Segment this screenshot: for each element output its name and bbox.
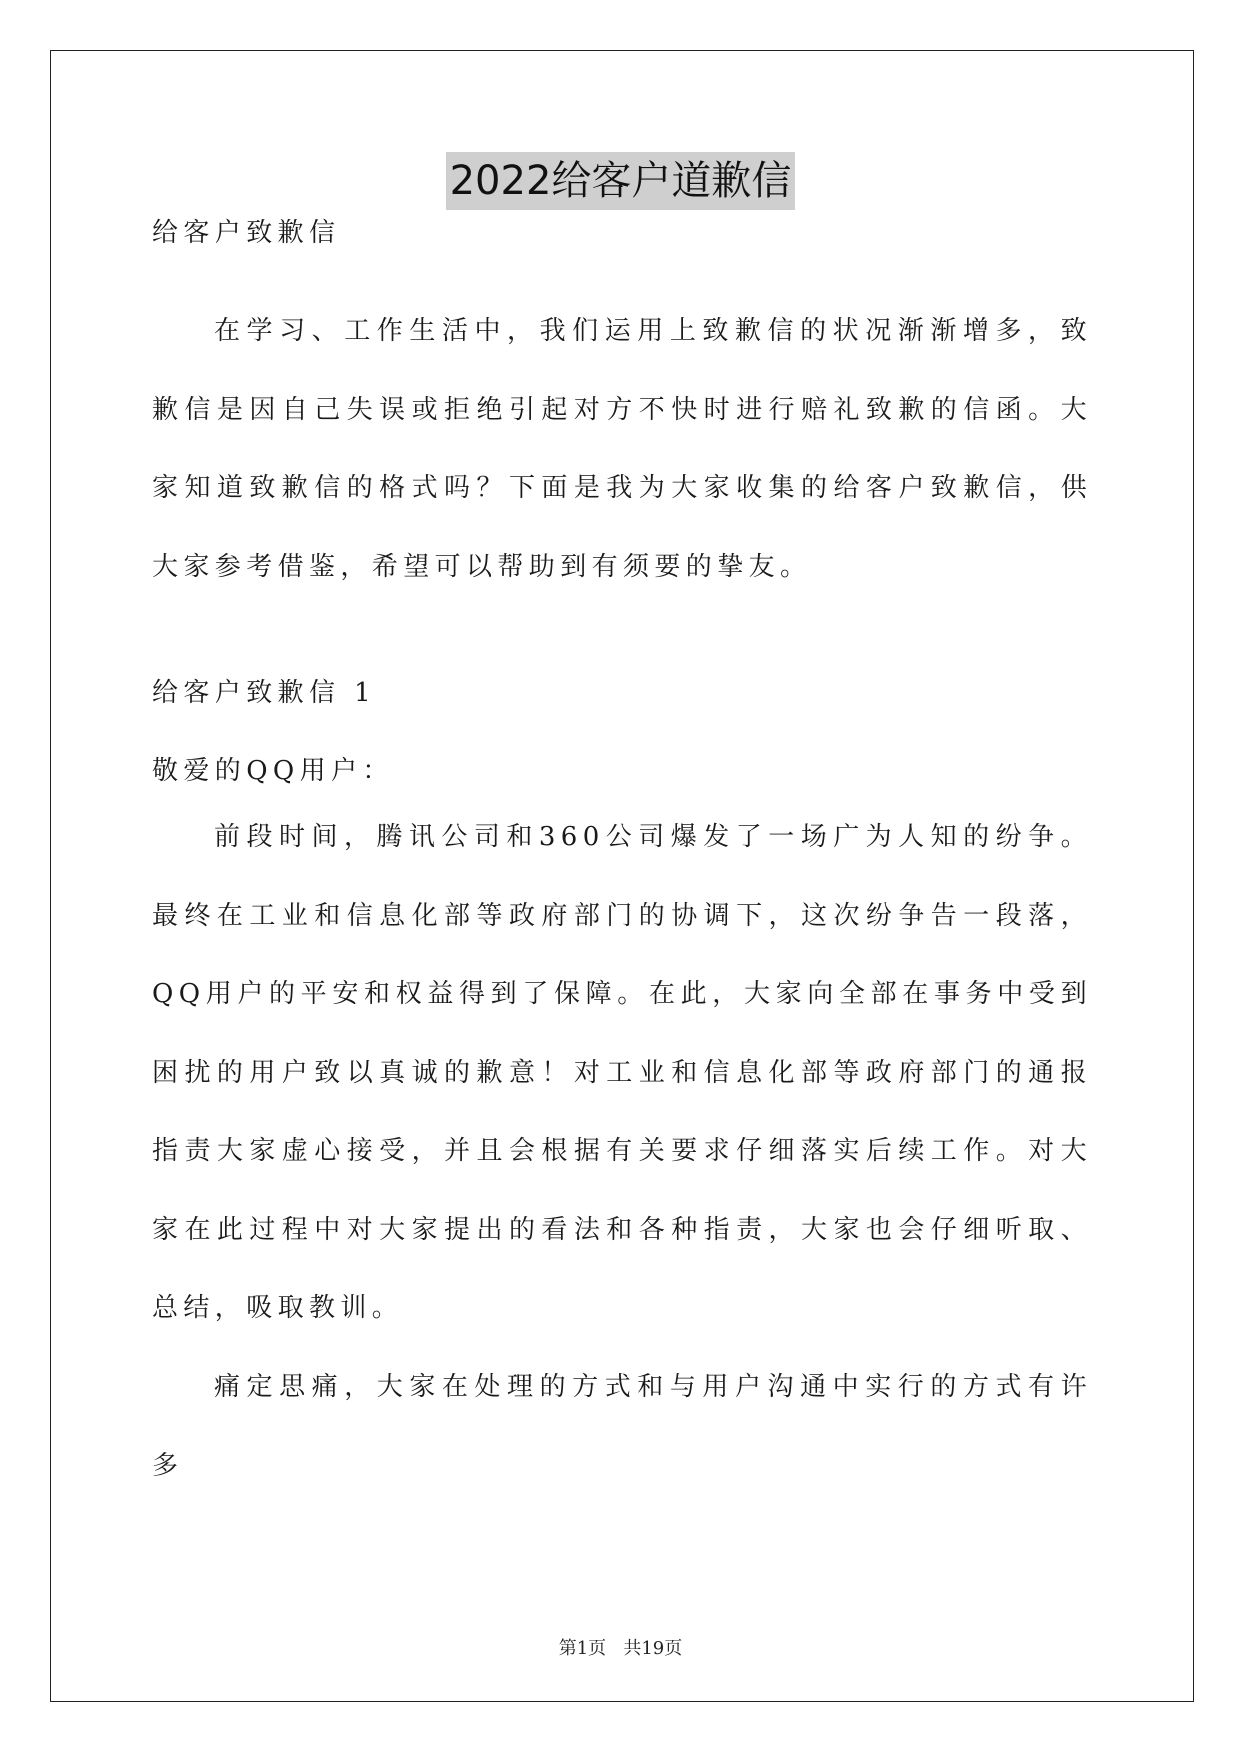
body-paragraph-2: 痛定思痛，大家在处理的方式和与用户沟通中实行的方式有许多	[152, 1372, 1092, 1481]
subtitle: 给客户致歉信	[152, 218, 341, 248]
page-footer: 第1页 共19页	[558, 1638, 683, 1659]
intro-paragraph: 在学习、工作生活中，我们运用上致歉信的状况渐渐增多，致歉信是因自己失误或拒绝引起对方不快时进行赔礼致歉的信函。大家知道致歉信的格式吗？下面是我为大家收集的给客户致歉信，供大家参考借鉴，希望可以帮助到有须要的挚友。	[152, 316, 1092, 582]
title-container	[0, 152, 1241, 210]
document-title: 2022给客户道歉信	[446, 152, 796, 210]
body-paragraph-1: 前段时间，腾讯公司和360公司爆发了一场广为人知的纷争。最终在工业和信息化部等政府部门的协调下，这次纷争告一段落，QQ用户的平安和权益得到了保障。在此，大家向全部在事务中受到困扰的用户致以真诚的歉意！对工业和信息化部等政府部门的通报指责大家虚心接受，并且会根据有关要求仔细落实后续工作。对大家在此过程中对大家提出的看法和各种指责，大家也会仔细听取、总结，吸取教训。	[152, 822, 1092, 1323]
section-heading: 给客户致歉信 1	[152, 678, 377, 708]
salutation: 敬爱的QQ用户：	[152, 756, 394, 786]
